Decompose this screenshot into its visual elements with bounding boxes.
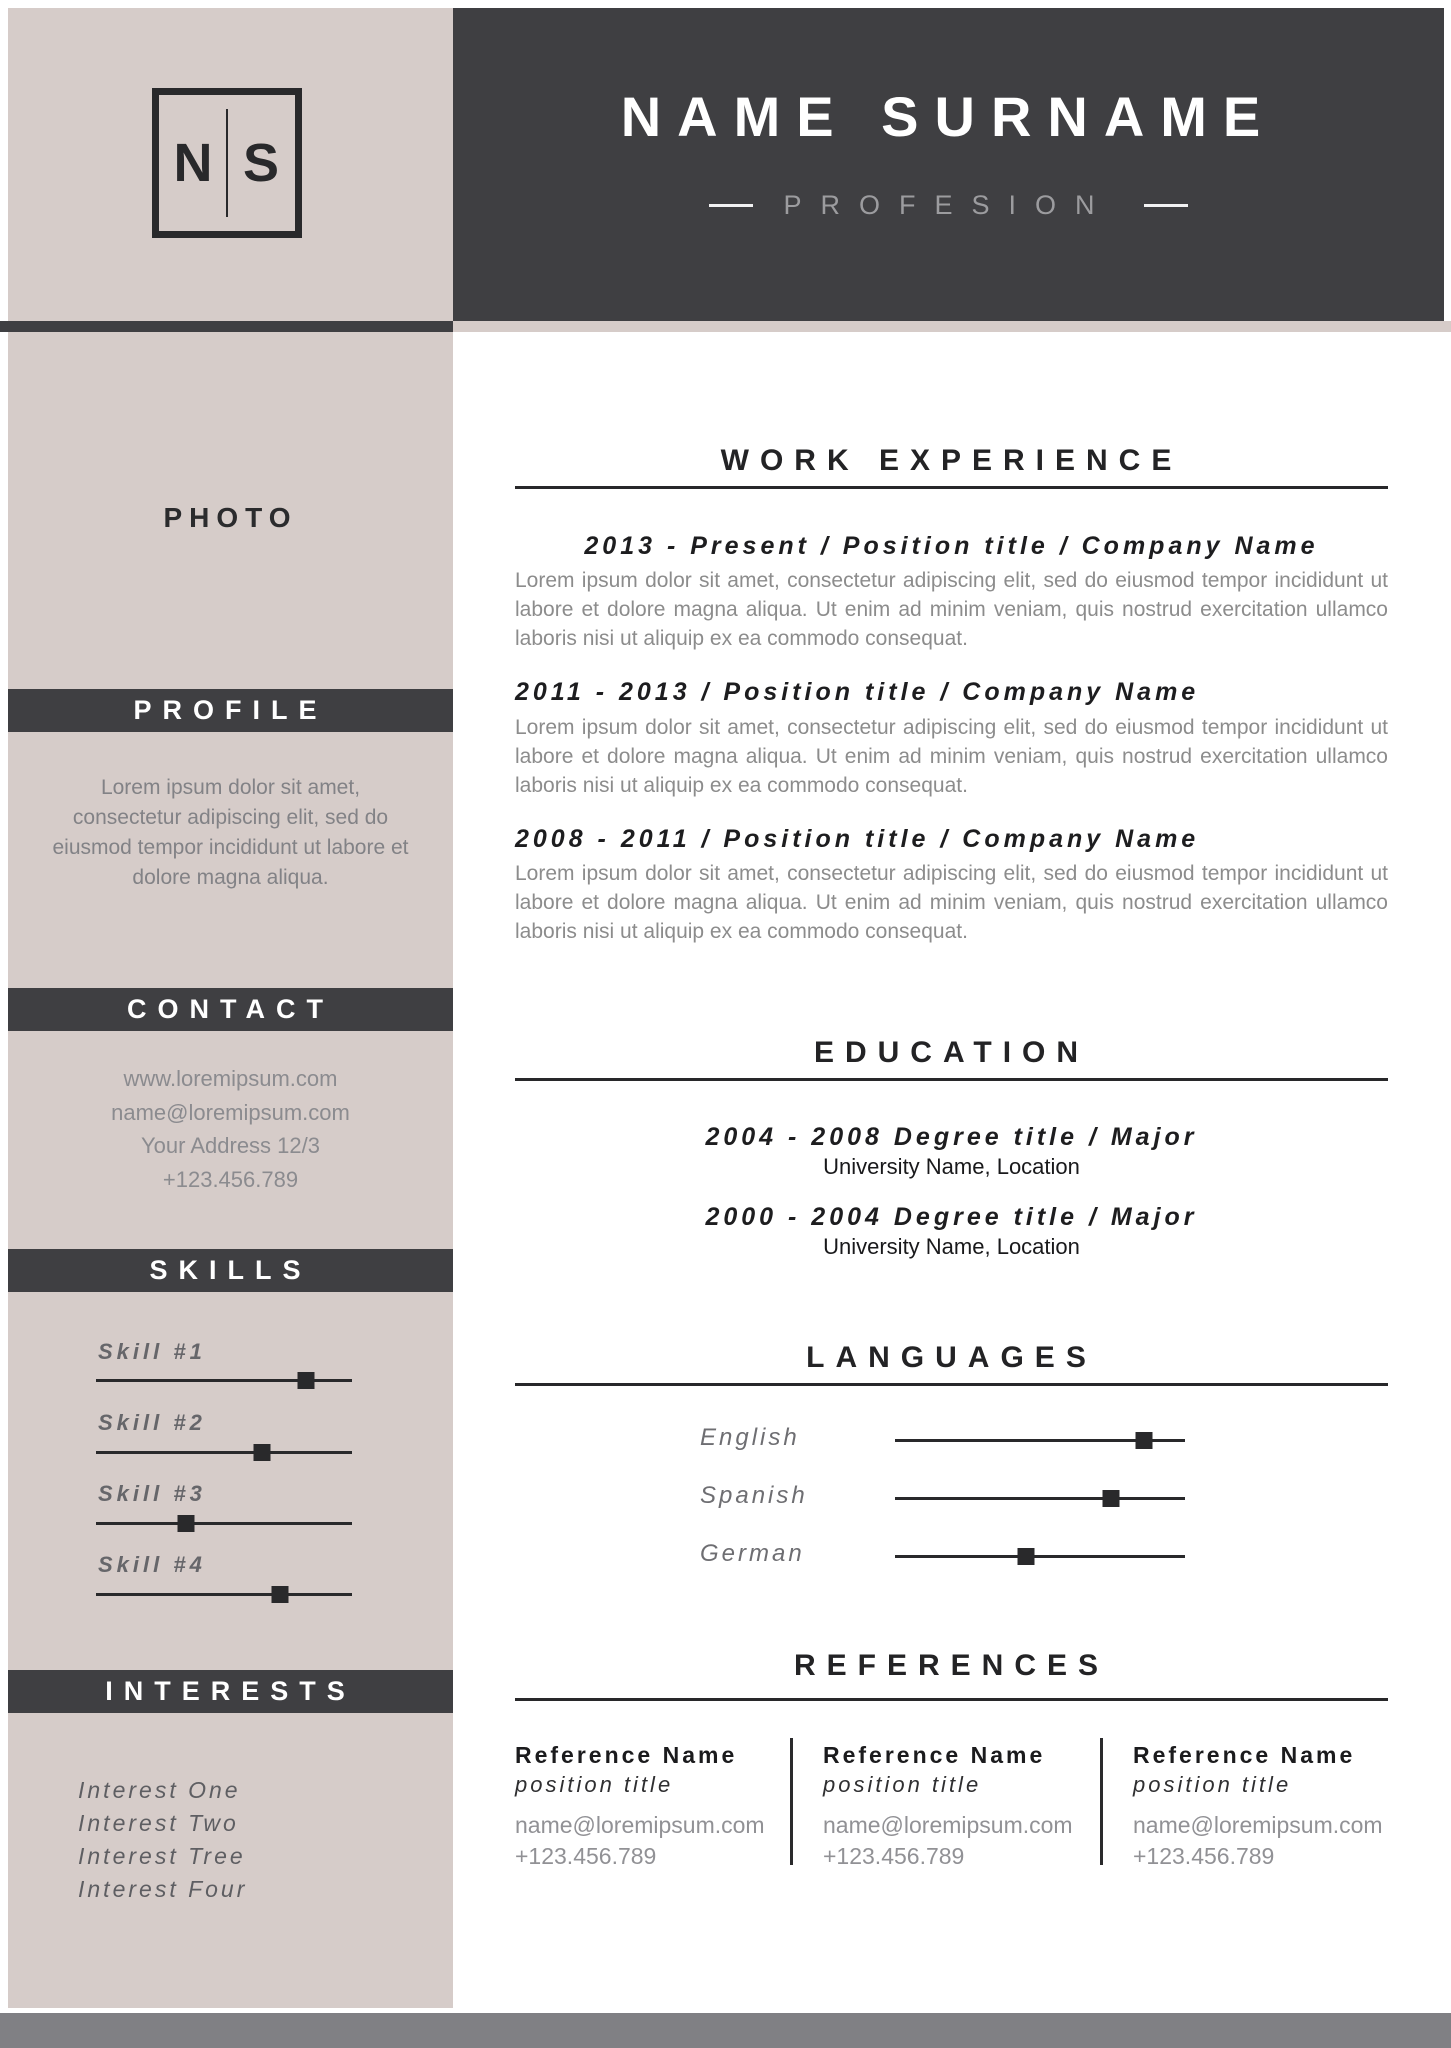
- main-column: [515, 332, 1388, 2008]
- sidebar-top-block: [8, 8, 453, 321]
- page-footer-bar: [0, 2013, 1451, 2048]
- reference-email: name@loremipsum.com: [515, 1812, 765, 1838]
- skills-section-title: SKILLS: [8, 1249, 453, 1292]
- reference-name: Reference Name: [1133, 1742, 1356, 1768]
- photo-placeholder: PHOTO: [163, 502, 298, 533]
- work-entry-heading: 2013 - Present / Position title / Company Name: [584, 532, 1319, 560]
- reference-contact: [515, 1810, 795, 1872]
- reference-phone: +123.456.789: [1133, 1843, 1275, 1869]
- work-experience-title: WORK EXPERIENCE: [720, 444, 1183, 477]
- reference-contact: [823, 1810, 1103, 1872]
- contact-lines: [8, 1062, 453, 1196]
- name-header: [453, 8, 1444, 321]
- skill-label: Skill #1: [98, 1339, 206, 1364]
- logo-divider-line: [226, 109, 228, 217]
- section-rule: [515, 1698, 1388, 1701]
- skill-slider: [96, 1515, 352, 1532]
- reference-name: Reference Name: [515, 1742, 738, 1768]
- reference-phone: +123.456.789: [515, 1843, 657, 1869]
- education-entry-school: University Name, Location: [823, 1154, 1080, 1179]
- logo-initial-right: S: [242, 133, 280, 193]
- profession-title: PROFESION: [783, 190, 1114, 220]
- profile-text: Lorem ipsum dolor sit amet, consectetur adipiscing elit, sed do eiusmod tempor incididunt ut labore et dolore magna aliqua.: [52, 776, 409, 889]
- interest-item: Interest Tree: [78, 1843, 246, 1869]
- sidebar: [8, 332, 453, 2008]
- interests-section-title: INTERESTS: [8, 1670, 453, 1713]
- references-title: REFERENCES: [793, 1649, 1110, 1682]
- interest-item: Interest Two: [78, 1810, 239, 1836]
- profile-section-title: PROFILE: [8, 689, 453, 732]
- language-slider: [895, 1490, 1185, 1507]
- language-label: German: [700, 1540, 805, 1567]
- interest-item: Interest One: [78, 1777, 241, 1803]
- skill-slider: [96, 1586, 352, 1603]
- interest-item: Interest Four: [78, 1876, 248, 1902]
- work-entry-heading: 2008 - 2011 / Position title / Company Name: [515, 825, 1200, 853]
- work-entry-heading: 2011 - 2013 / Position title / Company Name: [515, 678, 1200, 706]
- reference-phone: +123.456.789: [823, 1843, 965, 1869]
- work-entry-body: Lorem ipsum dolor sit amet, consectetur adipiscing elit, sed do eiusmod tempor incididunt ut labore et dolore magna aliqua. Ut enim ad minim veniam, quis nostrud exercitation ullamco laboris nisi ut aliquip ex ea commodo consequat.: [515, 716, 1388, 797]
- accent-band-dark: [0, 321, 453, 332]
- language-slider-handle: [1136, 1432, 1153, 1449]
- education-entry-heading: 2004 - 2008 Degree title / Major: [705, 1123, 1198, 1151]
- reference-position: position title: [1133, 1772, 1292, 1797]
- reference-email: name@loremipsum.com: [1133, 1812, 1383, 1838]
- contact-section-title: CONTACT: [8, 988, 453, 1031]
- reference-position: position title: [823, 1772, 982, 1797]
- contact-website: www.loremipsum.com: [123, 1066, 338, 1091]
- education-entry-school: University Name, Location: [823, 1234, 1080, 1259]
- contact-phone: +123.456.789: [162, 1166, 299, 1192]
- skill-slider: [96, 1444, 352, 1461]
- skill-slider-handle: [177, 1515, 194, 1532]
- language-label: English: [700, 1424, 800, 1451]
- education-title: EDUCATION: [813, 1036, 1090, 1069]
- skill-slider: [96, 1372, 352, 1389]
- reference-name: Reference Name: [823, 1742, 1046, 1768]
- skill-slider-handle: [272, 1586, 289, 1603]
- language-label: Spanish: [700, 1482, 808, 1509]
- work-entry-body: Lorem ipsum dolor sit amet, consectetur adipiscing elit, sed do eiusmod tempor incididunt ut labore et dolore magna aliqua. Ut enim ad minim veniam, quis nostrud exercitation ullamco laboris nisi ut aliquip ex ea commodo consequat.: [515, 862, 1388, 943]
- contact-email: name@loremipsum.com: [111, 1099, 350, 1125]
- accent-band-pink: [453, 321, 1451, 332]
- education-entry-heading: 2000 - 2004 Degree title / Major: [705, 1203, 1198, 1231]
- skill-slider-handle: [297, 1372, 314, 1389]
- reference-email: name@loremipsum.com: [823, 1812, 1073, 1838]
- right-dash: [1144, 204, 1188, 207]
- section-rule: [515, 486, 1388, 489]
- section-rule: [515, 1078, 1388, 1081]
- monogram-logo: [152, 88, 302, 238]
- work-entry-body: Lorem ipsum dolor sit amet, consectetur adipiscing elit, sed do eiusmod tempor incididunt ut labore et dolore magna aliqua. Ut enim ad minim veniam, quis nostrud exercitation ullamco laboris nisi ut aliquip ex ea commodo consequat.: [515, 569, 1388, 650]
- language-slider-handle: [1017, 1548, 1034, 1565]
- logo-initial-left: N: [173, 133, 213, 193]
- profession-row: [453, 190, 1444, 221]
- reference-position: position title: [515, 1772, 674, 1797]
- interest-list: [78, 1774, 247, 1906]
- languages-title: LANGUAGES: [806, 1341, 1097, 1374]
- reference-contact: [1133, 1810, 1413, 1872]
- language-slider: [895, 1548, 1185, 1565]
- person-name: NAME SURNAME: [620, 85, 1277, 148]
- language-slider: [895, 1432, 1185, 1449]
- skill-label: Skill #4: [98, 1552, 206, 1577]
- contact-address: Your Address 12/3: [141, 1133, 320, 1158]
- language-slider-handle: [1103, 1490, 1120, 1507]
- left-dash: [709, 204, 753, 207]
- skill-label: Skill #2: [98, 1410, 206, 1435]
- section-rule: [515, 1383, 1388, 1386]
- skill-label: Skill #3: [98, 1481, 206, 1506]
- skill-slider-handle: [254, 1444, 271, 1461]
